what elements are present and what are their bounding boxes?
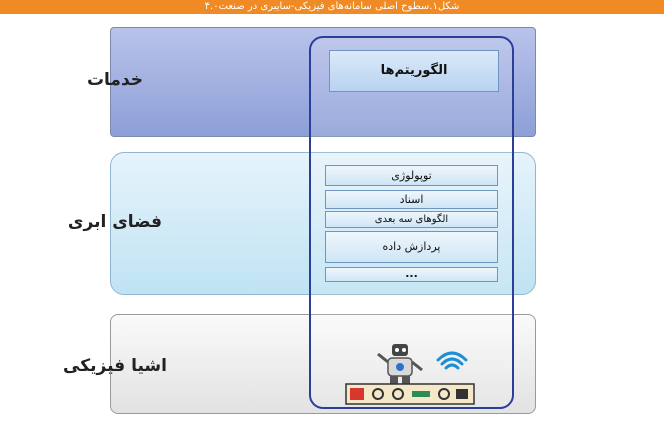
cloud-item-more: ... (325, 267, 498, 282)
services-layer-label: خدمات (86, 70, 144, 90)
cloud-item-data-processing: پردازش داده (325, 231, 498, 263)
cloud-item-topology: توپولوژی (325, 165, 498, 186)
factory-strip-icon (346, 384, 474, 404)
wifi-icon (438, 353, 466, 368)
robot-icon (378, 344, 422, 384)
cloud-item-documents: اسناد (325, 190, 498, 209)
cloud-item-3d-models: الگوهای سه بعدی (325, 211, 498, 228)
cloud-layer-label: فضای ابری (67, 212, 163, 232)
figure-caption: شکل۱.سطوح اصلی سامانه‌های فیزیکی-سایبری در صنعت۴.۰ (0, 0, 664, 14)
physical-layer-label: اشیا فیزیکی (63, 356, 167, 376)
algorithms-box: الگوریتم‌ها (329, 50, 499, 92)
physical-things-icons (340, 336, 480, 406)
